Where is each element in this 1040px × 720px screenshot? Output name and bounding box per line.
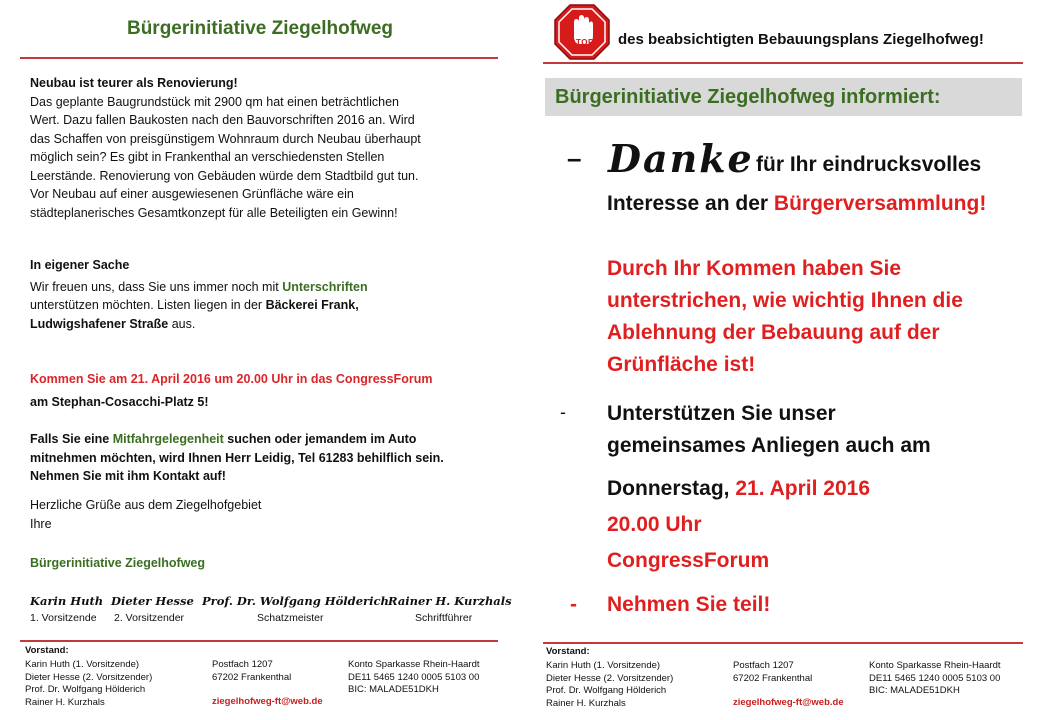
carpool-info xyxy=(30,430,520,486)
stop-label: STOP xyxy=(570,38,594,47)
danke-word: Danke xyxy=(608,136,754,181)
text-span: suchen oder jemandem im Auto xyxy=(223,432,417,446)
footer-address: 67202 Frankenthal xyxy=(212,671,292,683)
footer-bank: Konto Sparkasse Rhein-Haardt xyxy=(348,659,480,670)
support-line: gemeinsames Anliegen auch am xyxy=(607,434,931,457)
bakery-name: Bäckerei Frank, xyxy=(265,298,359,312)
footer-right xyxy=(546,646,1036,718)
footer-address: 67202 Frankenthal xyxy=(733,672,813,684)
footer-address: Postfach 1207 xyxy=(212,659,273,670)
role-label: 1. Vorsitzende xyxy=(30,612,97,624)
footer-heading: Vorstand: xyxy=(546,646,590,657)
assembly-highlight: Bürgerversammlung! xyxy=(773,192,987,215)
footer-col-address xyxy=(733,660,844,710)
red-message-line: Durch Ihr Kommen haben Sie xyxy=(607,257,902,280)
text-span: unterstützen möchten. Listen liegen in der xyxy=(30,298,266,312)
renovation-line: Wert. Dazu fallen Baukosten nach den Bauvorschriften 2016 an. Wird xyxy=(30,113,415,127)
event-place: am Stephan-Cosacchi-Platz 5! xyxy=(30,394,209,409)
footer-member: Prof. Dr. Wolfgang Hölderich xyxy=(25,684,146,695)
participate-call: Nehmen Sie teil! xyxy=(607,593,771,616)
footer-email-link[interactable]: ziegelhofweg-ft@web.de xyxy=(733,697,844,708)
renovation-line: städteplanerisches Gesamtkonzept für alle Beteiligten ein Gewinn! xyxy=(30,205,398,220)
dash-bullet: - xyxy=(560,402,566,422)
footer-col-members xyxy=(25,659,152,709)
signature-hoelderich: Prof. Dr. Wolfgang Hölderich xyxy=(202,594,389,608)
section-own-matter xyxy=(30,256,510,333)
footer-col-members xyxy=(546,660,673,710)
footer-bank: DE11 5465 1240 0005 5103 00 xyxy=(869,672,1001,684)
section-renovation xyxy=(30,74,510,222)
right-top-rule xyxy=(543,62,1023,64)
support-line: Unterstützen Sie unser xyxy=(607,402,836,425)
text-span: Donnerstag, xyxy=(607,477,736,500)
footer-col-address xyxy=(212,659,323,709)
footer-member: Prof. Dr. Wolfgang Hölderich xyxy=(546,685,667,696)
renovation-line: Leerstände. Renovierung von Gebäuden würde dem Stadtbild gut tun. xyxy=(30,168,419,183)
left-footer-rule xyxy=(20,640,498,642)
footer-heading: Vorstand: xyxy=(25,645,69,656)
text-span: Wir freuen uns, dass Sie uns immer noch mit xyxy=(30,279,283,294)
footer-bank: Konto Sparkasse Rhein-Haardt xyxy=(869,660,1001,671)
footer-col-bank xyxy=(348,659,480,697)
footer-member: Rainer H. Kurzhals xyxy=(546,697,626,709)
right-header: des beabsichtigten Bebauungsplans Ziegelhofweg! xyxy=(618,31,984,48)
left-top-rule xyxy=(20,57,498,59)
sign-org: Bürgerinitiative Ziegelhofweg xyxy=(30,556,206,570)
renovation-line: möglich sein? Es gibt in Frankenthal an verschiedensten Stellen xyxy=(30,150,385,164)
footer-member: Dieter Hesse (2. Vorsitzender) xyxy=(25,671,153,683)
street-name: Ludwigshafener Straße xyxy=(30,316,169,331)
dash-bullet: – xyxy=(567,143,582,173)
role-label: 2. Vorsitzender xyxy=(114,612,185,624)
footer-member: Karin Huth (1. Vorsitzende) xyxy=(546,660,661,671)
carpool-highlight: Mitfahrgelegenheit xyxy=(112,432,224,446)
role-label: Schriftführer xyxy=(415,612,473,624)
footer-member: Dieter Hesse (2. Vorsitzender) xyxy=(546,672,674,684)
greeting-line: Herzliche Grüße aus dem Ziegelhofgebiet xyxy=(30,498,262,512)
own-matter-line xyxy=(30,315,510,334)
renovation-line: Das geplante Baugrundstück mit 2900 qm hat einen beträchtlichen xyxy=(30,94,399,109)
event-venue: CongressForum xyxy=(607,549,770,572)
red-message-line: unterstrichen, wie wichtig Ihnen die xyxy=(607,289,963,312)
own-matter-heading: In eigener Sache xyxy=(30,258,130,272)
footer-bank: BIC: MALADE51DKH xyxy=(348,684,439,695)
red-message-line: Ablehnung der Bebauung auf der xyxy=(607,321,940,344)
text-span: Falls Sie eine xyxy=(30,432,113,446)
footer-col-bank xyxy=(869,660,1001,698)
renovation-line: Vor Neubau auf einer ausgewiesenen Grünfläche wäre ein xyxy=(30,187,354,201)
danke-rest: für Ihr eindrucksvolles xyxy=(756,153,982,176)
footer-bank: BIC: MALADE51DKH xyxy=(869,685,960,696)
signature-kurzhals: Rainer H. Kurzhals xyxy=(388,594,512,608)
signature-hesse: Dieter Hesse xyxy=(111,594,194,608)
footer-email-link[interactable]: ziegelhofweg-ft@web.de xyxy=(212,696,323,707)
red-message xyxy=(607,253,963,381)
left-title: Bürgerinitiative Ziegelhofweg xyxy=(126,18,394,39)
own-matter-line xyxy=(30,296,510,315)
event-date xyxy=(607,471,870,579)
renovation-line: das Schaffen von preisgünstigem Wohnraum durch Neubau überhaupt xyxy=(30,131,421,146)
footer-bank: DE11 5465 1240 0005 5103 00 xyxy=(348,671,480,683)
event-line: Kommen Sie am 21. April 2016 um 20.00 Uhr in das CongressForum xyxy=(30,372,433,386)
text-span: aus. xyxy=(168,316,196,331)
renovation-heading: Neubau ist teurer als Renovierung! xyxy=(30,76,238,90)
dash-bullet: - xyxy=(570,593,577,616)
date-highlight: 21. April 2016 xyxy=(735,477,870,500)
footer-member: Karin Huth (1. Vorsitzende) xyxy=(25,659,140,670)
info-banner: Bürgerinitiative Ziegelhofweg informiert: xyxy=(545,78,1022,116)
footer-member: Rainer H. Kurzhals xyxy=(25,696,105,708)
stop-hand-icon xyxy=(554,4,610,60)
role-label: Schatzmeister xyxy=(257,612,324,624)
greeting-line: Ihre xyxy=(30,516,52,531)
event-invite xyxy=(30,370,520,411)
carpool-line: mitnehmen möchten, wird Ihnen Herr Leidig, Tel 61283 behilflich sein. xyxy=(30,450,444,465)
footer-address: Postfach 1207 xyxy=(733,660,794,671)
date-line xyxy=(607,471,870,507)
footer-left xyxy=(25,645,515,717)
red-message-line: Grünfläche ist! xyxy=(607,353,756,376)
right-footer-rule xyxy=(543,642,1023,644)
signature-huth: Karin Huth xyxy=(30,594,104,608)
greeting xyxy=(30,496,261,533)
carpool-line xyxy=(30,430,520,449)
interest-line xyxy=(607,188,986,220)
event-time: 20.00 Uhr xyxy=(607,513,702,536)
carpool-line: Nehmen Sie mit ihm Kontakt auf! xyxy=(30,469,226,483)
text-span: Interesse an der xyxy=(607,192,774,215)
support-block xyxy=(607,398,931,462)
signatures-highlight: Unterschriften xyxy=(282,279,368,294)
own-matter-line xyxy=(30,278,510,297)
